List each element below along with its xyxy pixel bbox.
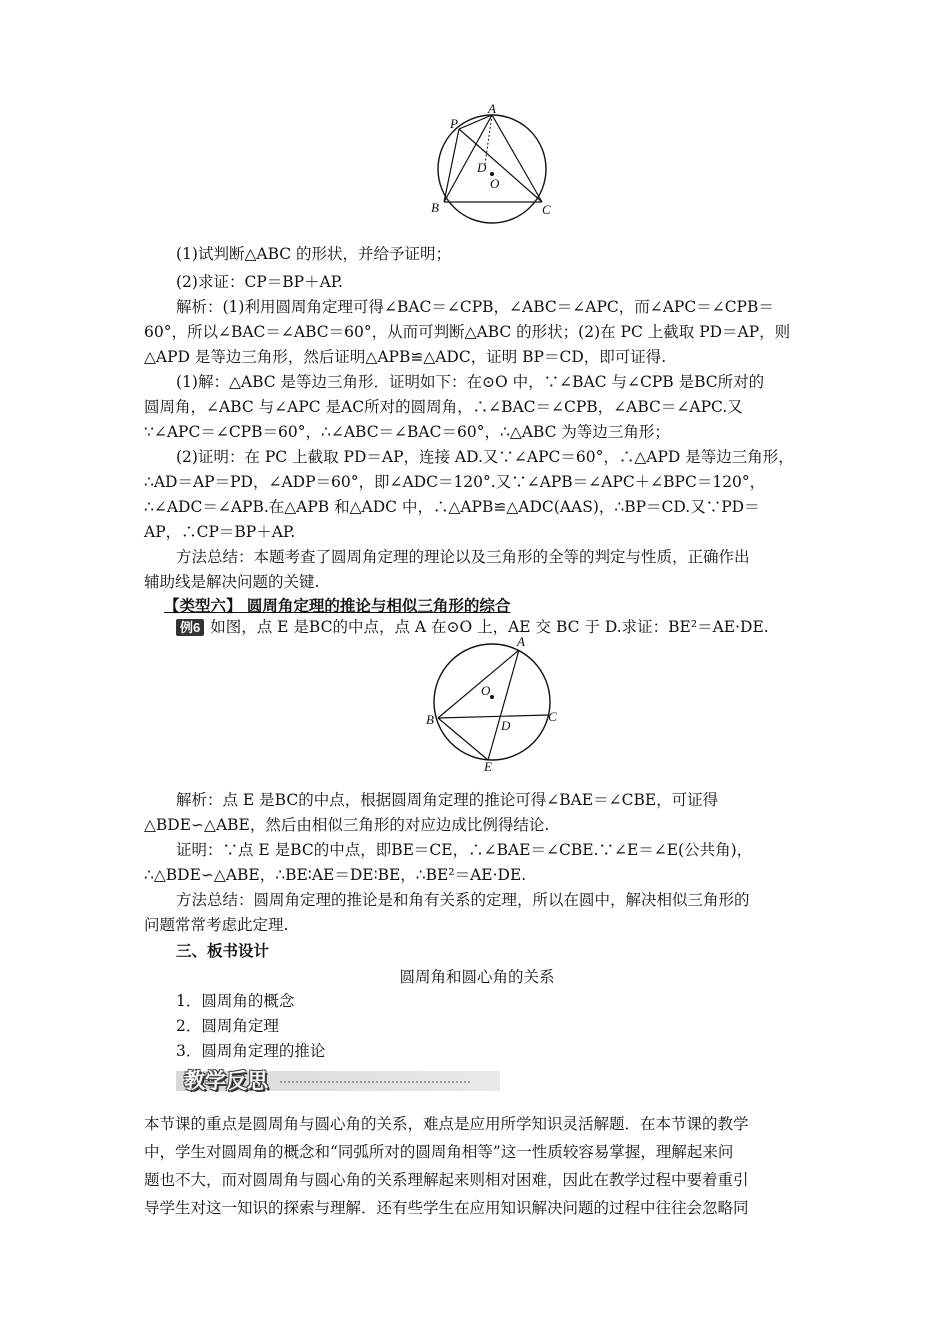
chord-ac (492, 115, 542, 202)
board-item-2: 2．圆周角定理 (176, 1017, 279, 1035)
chord-be (438, 718, 488, 760)
question-1: (1)试判断△ABC 的形状，并给予证明； (176, 245, 452, 263)
proof6-line-2: ∴△BDE∽△ABE，∴BE∶AE＝DE∶BE，∴BE²＝AE·DE. (144, 866, 527, 884)
label-a2: A (517, 634, 525, 649)
summary5-line-2: 辅助线是解决问题的关键. (144, 573, 320, 591)
reflection-banner-title: 教学反思 (184, 1070, 268, 1093)
analysis6-line-1: 解析：点 E 是BC的中点，根据圆周角定理的推论可得∠BAE＝∠CBE，可证得 (176, 791, 719, 809)
label-e2: E (484, 759, 492, 774)
board-section-heading: 三、板书设计 (176, 941, 270, 960)
analysis-line-3: △APD 是等边三角形，然后证明△APB≌△ADC，证明 BP＝CD，即可证得. (144, 348, 667, 366)
reflection-banner (176, 1071, 500, 1091)
label-b: B (431, 200, 439, 215)
solution1-line-2: 圆周角，∠ABC 与∠APC 是AC所对的圆周角，∴∠BAC＝∠CPB，∠ABC＝∠APC.又 (144, 398, 743, 416)
summary5-line-1: 方法总结：本题考查了圆周角定理的理论以及三角形的全等的判定与性质，正确作出 (176, 548, 750, 566)
reflection-line-4: 导学生对这一知识的探索与理解．还有些学生在应用知识解决问题的过程中往往会忽略同 (144, 1199, 749, 1217)
circle-o2 (434, 644, 550, 760)
solution2-line-3: ∴∠ADC＝∠APB.在△APB 和△ADC 中，∴△APB≌△ADC(AAS)，∴BP＝CD.又∵PD＝ (144, 498, 760, 516)
summary6-line-1: 方法总结：圆周角定理的推论是和角有关系的定理，所以在圆中，解决相似三角形的 (176, 891, 750, 909)
label-a: A (488, 104, 496, 116)
proof6-line-1: 证明：∵点 E 是BC的中点，即BE＝CE，∴∠BAE＝∠CBE.∵∠E＝∠E(公共角)， (176, 841, 753, 859)
analysis6-line-2: △BDE∽△ABE，然后由相似三角形的对应边成比例得结论. (144, 816, 550, 834)
reflection-line-3: 题也不大，而对圆周角与圆心角的关系理解起来则相对困难，因此在教学过程中要着重引 (144, 1171, 749, 1189)
label-p: P (450, 116, 458, 131)
solution1-line-3: ∵∠APC＝∠CPB＝60°，∴∠ABC＝∠BAC＝60°，∴△ABC 为等边三角形； (144, 423, 670, 441)
label-b2: B (426, 712, 434, 727)
example6-text: 如图，点 E 是BC的中点，点 A 在⊙O 上，AE 交 BC 于 D.求证：BE²＝AE·DE. (210, 618, 769, 636)
chord-bc2 (438, 715, 548, 718)
banner-dots (280, 1081, 470, 1083)
chord-ab2 (438, 650, 519, 718)
chord-ae (488, 650, 519, 760)
analysis-line-2: 60°，所以∠BAC＝∠ABC＝60°，从而可判断△ABC 的形状；(2)在 PC 上截取 PD＝AP，则 (144, 323, 791, 341)
solution2-line-4: AP，∴CP＝BP＋AP. (144, 523, 296, 541)
reflection-paragraph (144, 1110, 810, 1222)
figure-circle-abce (420, 634, 570, 774)
center-dot-2 (490, 695, 494, 699)
label-c: C (542, 202, 551, 217)
type6-heading: 【类型六】 圆周角定理的推论与相似三角形的综合 (164, 596, 511, 615)
solution2-line-2: ∴AD＝AP＝PD，∠ADP＝60°，即∠ADC＝120°.又∵∠APB＝∠APC＋∠BPC＝120°， (144, 473, 766, 491)
circle-o (438, 115, 546, 223)
label-d2: D (501, 718, 511, 733)
label-d: D (477, 160, 487, 175)
board-title: 圆周角和圆心角的关系 (399, 968, 555, 986)
analysis-line-1: 解析：(1)利用圆周角定理可得∠BAC＝∠CPB，∠ABC＝∠APC，而∠APC＝∠CPB＝ (176, 298, 774, 316)
reflection-line-1: 本节课的重点是圆周角与圆心角的关系，难点是应用所学知识灵活解题．在本节课的教学 (144, 1115, 749, 1133)
solution1-line-1: (1)解：△ABC 是等边三角形．证明如下：在⊙O 中，∵∠BAC 与∠CPB 是BC所对的 (176, 373, 765, 391)
figure-circle-apbc (420, 104, 570, 234)
summary6-line-2: 问题常常考虑此定理. (144, 916, 289, 934)
board-item-3: 3．圆周角定理的推论 (176, 1042, 326, 1060)
question-2: (2)求证：CP＝BP＋AP. (176, 273, 343, 291)
reflection-line-2: 中，学生对圆周角的概念和“同弧所对的圆周角相等”这一性质较容易掌握，理解起来问 (144, 1143, 734, 1161)
board-item-1: 1．圆周角的概念 (176, 992, 295, 1010)
example-badge: 例6 (176, 619, 204, 636)
chord-pc (459, 129, 542, 202)
label-o2: O (481, 683, 491, 698)
label-c2: C (548, 709, 557, 724)
solution2-line-1: (2)证明：在 PC 上截取 PD＝AP，连接 AD.又∵∠APC＝60°，∴△APD 是等边三角形， (176, 448, 794, 466)
label-o: O (490, 176, 500, 191)
